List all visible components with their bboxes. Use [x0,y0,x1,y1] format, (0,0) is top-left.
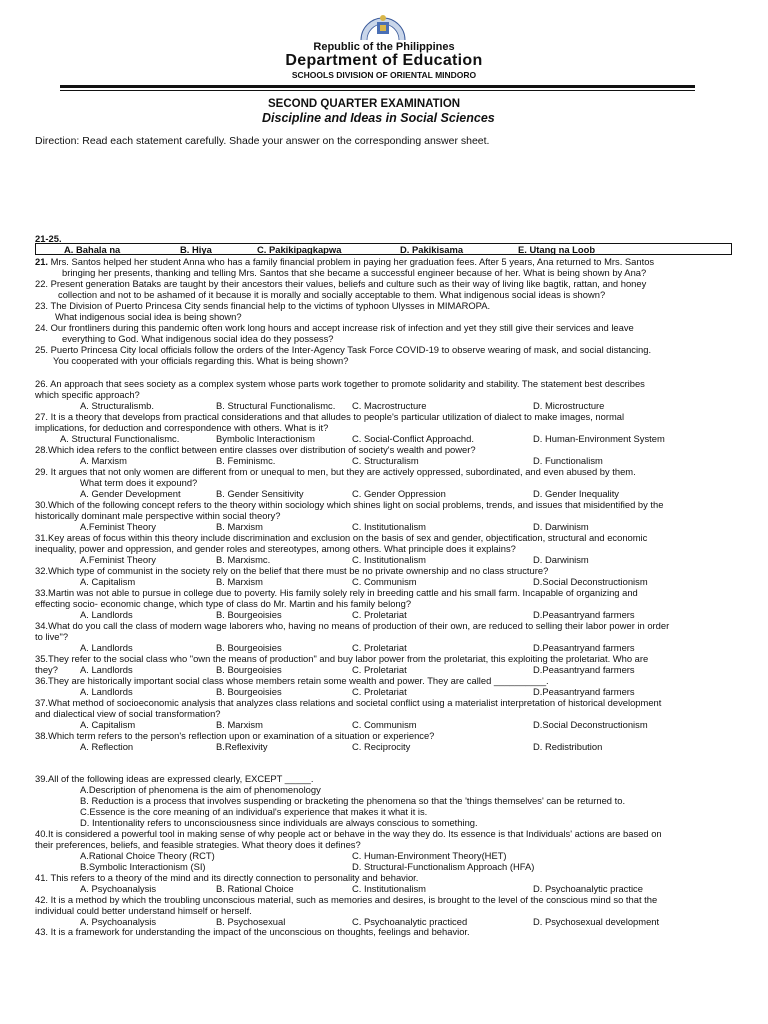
answer-option: A. Gender Development [80,488,181,499]
question-text: effecting socio- economic change, which type of class do Mr. Martin and his family belong? [35,598,412,609]
answer-option: B.Symbolic Interactionism (SI) [80,861,206,872]
choice-c: C. Pakikipagkapwa [257,244,342,255]
answer-option: A.Rational Choice Theory (RCT) [80,850,215,861]
question-text: 43. It is a framework for understanding the impact of the unconscious on thoughts, feelings and behavior. [35,926,470,937]
question-text: their preferences, beliefs, and feasible strategies. What theory does it defines? [35,839,361,850]
choice-e: E. Utang na Loob [518,244,596,255]
answer-option: C. Macrostructure [352,400,427,411]
question-text: You cooperated with your officials regarding this. What is being shown? [53,355,349,366]
question-text: 39.All of the following ideas are expressed clearly, EXCEPT _____. [35,773,314,784]
question-text: 37.What method of socioeconomic analysis that analyzes class relations and societal conflict using a materialist interpretation of historical development [35,697,662,708]
question-text: C.Essence is the core meaning of an individual's experience that makes it what it is. [80,806,428,817]
answer-option: D. Microstructure [533,400,605,411]
answer-option: C. Social-Conflict Approachd. [352,433,474,444]
answer-option: D.Social Deconstructionism [533,576,648,587]
answer-option: A.Feminist Theory [80,554,156,565]
answer-option: B. Bourgeoisies [216,664,282,675]
answer-option: D. Human-Environment System [533,433,665,444]
question-text: 29. It argues that not only women are different from or unequal to men, but they are actively oppressed, subordinated, and even abused by them. [35,466,636,477]
answer-option: C. Institutionalism [352,521,426,532]
answer-option: A. Landlords [80,686,133,697]
question-text: 32.Which type of communist in the society rely on the belief that there must be no private ownership and no class structure? [35,565,549,576]
answer-option: D.Peasantryand farmers [533,609,635,620]
question-text: and dialectical view of social transformation? [35,708,221,719]
answer-option: B. Feminismc. [216,455,276,466]
answer-option: C. Reciprocity [352,741,411,752]
answer-option: A. Psychoanalysis [80,916,157,927]
answer-option: C. Proletariat [352,664,407,675]
question-text: What indigenous social idea is being shown? [55,311,242,322]
answer-option: A. Marxism [80,455,127,466]
question-text: which specific approach? [35,389,140,400]
answer-option: D. Functionalism [533,455,603,466]
question-text: to live"? [35,631,69,642]
answer-option: B. Bourgeoisies [216,609,282,620]
division-heading: SCHOOLS DIVISION OF ORIENTAL MINDORO [291,70,477,80]
answer-option: B. Psychosexual [216,916,286,927]
exam-title: SECOND QUARTER EXAMINATION [268,98,461,110]
question-text: 36.They are historically important social class whose members retain some wealth and power. They are called __________. [35,675,549,686]
question-text: bringing her presents, thanking and telling Mrs. Santos that she became a successful engineer because of her. What is being shown by Ana? [62,267,647,278]
exam-direction: Direction: Read each statement carefully. Shade your answer on the corresponding answer sheet. [35,135,490,147]
answer-option: B. Bourgeoisies [216,686,282,697]
answer-option: D. Gender Inequality [533,488,619,499]
choice-a: A. Bahala na [64,244,121,255]
answer-option: C. Institutionalism [352,883,426,894]
department-heading: Department of Education [285,52,483,69]
question-text: 27. It is a theory that develops from practical considerations and that alludes to people's particular utilization of dialect to make images, normal [35,411,625,422]
question-text: 22. Present generation Bataks are taught by their ancestors their values, beliefs and culture such as their way of living like bagtik, rattan, and honey [35,278,647,289]
answer-option: B. Marxismc. [216,554,271,565]
answer-option: C. Proletariat [352,609,407,620]
question-text: inequality, power and oppression, and gender roles and stereotypes, among others. What principle does it explains? [35,543,516,554]
choices-box [35,243,732,255]
question-number: 21. [35,256,49,267]
answer-option: D.Peasantryand farmers [533,686,635,697]
answer-option: C. Communism [352,576,417,587]
answer-option: D. Psychosexual development [533,916,660,927]
answer-option: B. Gender Sensitivity [216,488,304,499]
question-text: they? [35,664,58,675]
answer-option: B. Bourgeoisies [216,642,282,653]
question-text: everything to God. What indigenous social idea do they possess? [62,333,334,344]
republic-heading: Republic of the Philippines [313,41,455,53]
question-text: 42. It is a method by which the troubling unconscious material, such as memories and desires, is brought to the level of the conscious mind so that the [35,894,658,905]
header-divider-thick [60,85,695,88]
answer-option: D.Peasantryand farmers [533,642,635,653]
question-text: 25. Puerto Princesa City local officials follow the orders of the Inter-Agency Task Force COVID-19 to observe wearing of mask, and social distancing. [35,344,652,355]
answer-option: B. Marxism [216,521,263,532]
answer-option: B. Structural Functionalismc. [216,400,336,411]
choice-d: D. Pakikisama [400,244,464,255]
question-text: 33.Martin was not able to pursue in college due to poverty. His family solely rely in breeding cattle and his small farm. Incapable of organizing and [35,587,638,598]
question-text: individual could better understand himself or herself. [35,905,252,916]
answer-option: B.Reflexivity [216,741,268,752]
question-text: A.Description of phenomena is the aim of phenomenology [80,784,321,795]
answer-option: C. Structuralism [352,455,419,466]
answer-option: D. Darwinism [533,521,589,532]
answer-option: A.Feminist Theory [80,521,156,532]
question-text: 26. An approach that sees society as a complex system whose parts work together to promote solidarity and stability. The statement best describes [35,378,645,389]
question-text: What term does it expound? [80,477,198,488]
question-text: 21. Mrs. Santos helped her student Anna who has a family financial problem in paying her graduation fees. After 5 years, Ana returned to Mrs. Santos [35,256,655,267]
answer-option: D.Peasantryand farmers [533,664,635,675]
answer-option: C. Institutionalism [352,554,426,565]
question-text: 41. This refers to a theory of the mind and its directly connection to personality and behavior. [35,872,419,883]
answer-option: C. Human-Environment Theory(HET) [352,850,507,861]
question-text: collection and not to be ashamed of it because it is morally and socially acceptable to them. What indigenous social ideas is shown? [58,289,606,300]
answer-option: A. Landlords [80,664,133,675]
question-text: 24. Our frontliners during this pandemic often work long hours and accept increase risk of infection and yet they still give their services and leave [35,322,634,333]
deped-seal-logo [357,4,409,40]
answer-option: C. Proletariat [352,642,407,653]
answer-option: A. Landlords [80,609,133,620]
header-divider-thin [60,90,695,91]
answer-option: B. Marxism [216,719,263,730]
answer-option: D. Darwinism [533,554,589,565]
question-text: 38.Which term refers to the person's reflection upon or examination of a situation or experience? [35,730,435,741]
answer-option: B. Marxism [216,576,263,587]
answer-option: A. Psychoanalysis [80,883,157,894]
answer-option: C. Gender Oppression [352,488,446,499]
answer-option: C. Proletariat [352,686,407,697]
answer-option: A. Capitalism [80,719,136,730]
question-text: 28.Which idea refers to the conflict between entire classes over distribution of society's wealth and power? [35,444,476,455]
answer-option: D. Structural-Functionalism Approach (HFA) [352,861,535,872]
answer-option: A. Structural Functionalismc. [60,433,180,444]
answer-option: A. Reflection [80,741,134,752]
question-text: implications, for deduction and correspondence with others. What is it? [35,422,329,433]
exam-subject: Discipline and Ideas in Social Sciences [262,111,495,125]
question-text: 34.What do you call the class of modern wage laborers who, having no means of production of their own, are reduced to selling their labor power in order [35,620,670,631]
answer-option: D. Redistribution [533,741,603,752]
question-text: B. Reduction is a process that involves suspending or bracketing the phenomena so that the 'things themselves' can be returned to. [80,795,626,806]
question-text: 30.Which of the following concept refers to the theory within sociology which shines light on social problems, trends, and issues that misidentified by the [35,499,664,510]
question-text: 40.It is considered a powerful tool in making sense of why people act or behave in the way they do. Its essence is that Individuals' actions are based on [35,828,662,839]
answer-option: A. Capitalism [80,576,136,587]
answer-option: D.Social Deconstructionism [533,719,648,730]
answer-option: C. Communism [352,719,417,730]
answer-option: A. Landlords [80,642,133,653]
question-text: 35.They refer to the social class who "own the means of production" and buy labor power from the proletariat, this exploiting the proletariat. Who are [35,653,649,664]
answer-option: Bymbolic Interactionism [216,433,315,444]
question-text: historically dominant male perspective within social theory? [35,510,281,521]
question-text: D. Intentionality refers to unconsciousness since individuals are always conscious to something. [80,817,478,828]
answer-option: A. Structuralismb. [80,400,154,411]
question-range-label: 21-25. [35,233,62,244]
answer-option: D. Psychoanalytic practice [533,883,643,894]
choice-b: B. Hiya [180,244,212,255]
answer-option: B. Rational Choice [216,883,294,894]
question-text: 23. The Division of Puerto Princesa City sends financial help to the victims of typhoon Ulysses in MIMAROPA. [35,300,491,311]
question-text: 31.Key areas of focus within this theory include discrimination and exclusion on the basis of sex and gender, objectification, structural and economic [35,532,648,543]
answer-option: C. Psychoanalytic practiced [352,916,468,927]
